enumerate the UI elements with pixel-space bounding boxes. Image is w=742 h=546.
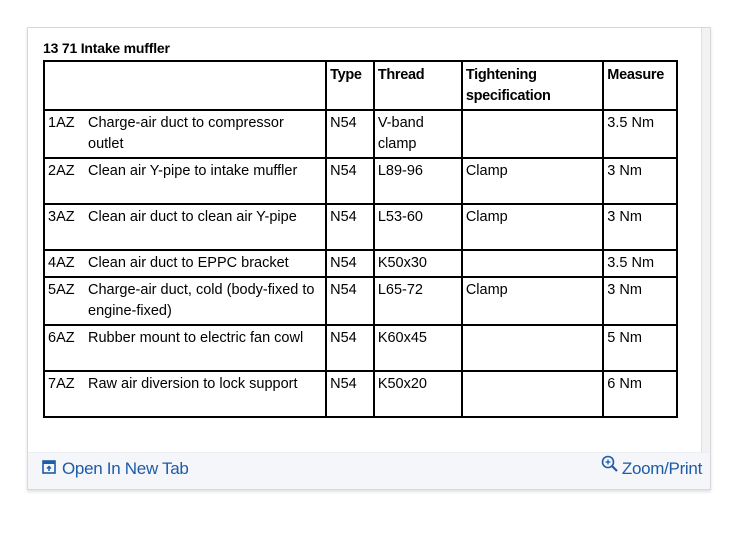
cell-description bbox=[44, 204, 326, 250]
cell-tightening: Clamp bbox=[462, 204, 603, 250]
cell-tightening bbox=[462, 110, 603, 158]
description-text: Charge-air duct to compressor outlet bbox=[88, 115, 284, 152]
content-card bbox=[27, 27, 711, 490]
table-row bbox=[44, 371, 677, 417]
cell-measure: 3 Nm bbox=[603, 204, 677, 250]
cell-tightening bbox=[462, 250, 603, 277]
header-type: Type bbox=[326, 61, 374, 110]
position-code: 1AZ bbox=[48, 115, 75, 131]
cell-description bbox=[44, 110, 326, 158]
cell-measure: 3 Nm bbox=[603, 158, 677, 204]
cell-tightening bbox=[462, 371, 603, 417]
table-row bbox=[44, 325, 677, 371]
open-in-new-tab-label: Open In New Tab bbox=[62, 459, 189, 478]
cell-type: N54 bbox=[326, 371, 374, 417]
cell-type: N54 bbox=[326, 277, 374, 325]
table-row bbox=[44, 110, 677, 158]
cell-description bbox=[44, 250, 326, 277]
open-in-new-tab-link[interactable] bbox=[42, 459, 189, 479]
cell-thread: K50x20 bbox=[374, 371, 462, 417]
table-row bbox=[44, 158, 677, 204]
cell-measure: 3.5 Nm bbox=[603, 250, 677, 277]
table-row bbox=[44, 250, 677, 277]
header-thread: Thread bbox=[374, 61, 462, 110]
position-code: 3AZ bbox=[48, 209, 75, 225]
zoom-print-link[interactable] bbox=[601, 459, 702, 479]
description-text: Clean air duct to clean air Y-pipe bbox=[88, 209, 297, 225]
cell-type: N54 bbox=[326, 158, 374, 204]
cell-tightening bbox=[462, 325, 603, 371]
table-row bbox=[44, 277, 677, 325]
zoom-in-icon bbox=[601, 455, 619, 478]
description-text: Raw air diversion to lock support bbox=[88, 376, 298, 392]
cell-thread: L89-96 bbox=[374, 158, 462, 204]
position-code: 7AZ bbox=[48, 376, 75, 392]
position-code: 4AZ bbox=[48, 255, 75, 271]
cell-thread: V-band clamp bbox=[374, 110, 462, 158]
cell-thread: L53-60 bbox=[374, 204, 462, 250]
cell-type: N54 bbox=[326, 325, 374, 371]
torque-spec-table bbox=[43, 60, 678, 418]
cell-measure: 3.5 Nm bbox=[603, 110, 677, 158]
cell-type: N54 bbox=[326, 204, 374, 250]
cell-measure: 5 Nm bbox=[603, 325, 677, 371]
cell-thread: K50x30 bbox=[374, 250, 462, 277]
open-in-new-tab-icon bbox=[42, 459, 56, 479]
table-header-row bbox=[44, 61, 677, 110]
description-text: Clean air duct to EPPC bracket bbox=[88, 255, 289, 271]
header-measure: Measure bbox=[603, 61, 677, 110]
position-code: 2AZ bbox=[48, 163, 75, 179]
card-footer bbox=[28, 452, 710, 489]
cell-type: N54 bbox=[326, 250, 374, 277]
position-code: 5AZ bbox=[48, 282, 75, 298]
section-title: 13 71 Intake muffler bbox=[43, 40, 170, 56]
cell-description bbox=[44, 277, 326, 325]
cell-tightening: Clamp bbox=[462, 158, 603, 204]
description-text: Clean air Y-pipe to intake muffler bbox=[88, 163, 298, 179]
cell-thread: L65-72 bbox=[374, 277, 462, 325]
cell-measure: 6 Nm bbox=[603, 371, 677, 417]
cell-description bbox=[44, 371, 326, 417]
table-row bbox=[44, 204, 677, 250]
cell-measure: 3 Nm bbox=[603, 277, 677, 325]
zoom-print-label: Zoom/Print bbox=[621, 459, 702, 478]
cell-type: N54 bbox=[326, 110, 374, 158]
description-text: Charge-air duct, cold (body-fixed to engine-fixed) bbox=[88, 282, 315, 319]
header-description bbox=[44, 61, 326, 110]
cell-description bbox=[44, 325, 326, 371]
header-tightening: Tightening specification bbox=[462, 61, 603, 110]
cell-description bbox=[44, 158, 326, 204]
cell-thread: K60x45 bbox=[374, 325, 462, 371]
cell-tightening: Clamp bbox=[462, 277, 603, 325]
position-code: 6AZ bbox=[48, 330, 75, 346]
scrollbar[interactable] bbox=[701, 28, 710, 453]
description-text: Rubber mount to electric fan cowl bbox=[88, 330, 304, 346]
